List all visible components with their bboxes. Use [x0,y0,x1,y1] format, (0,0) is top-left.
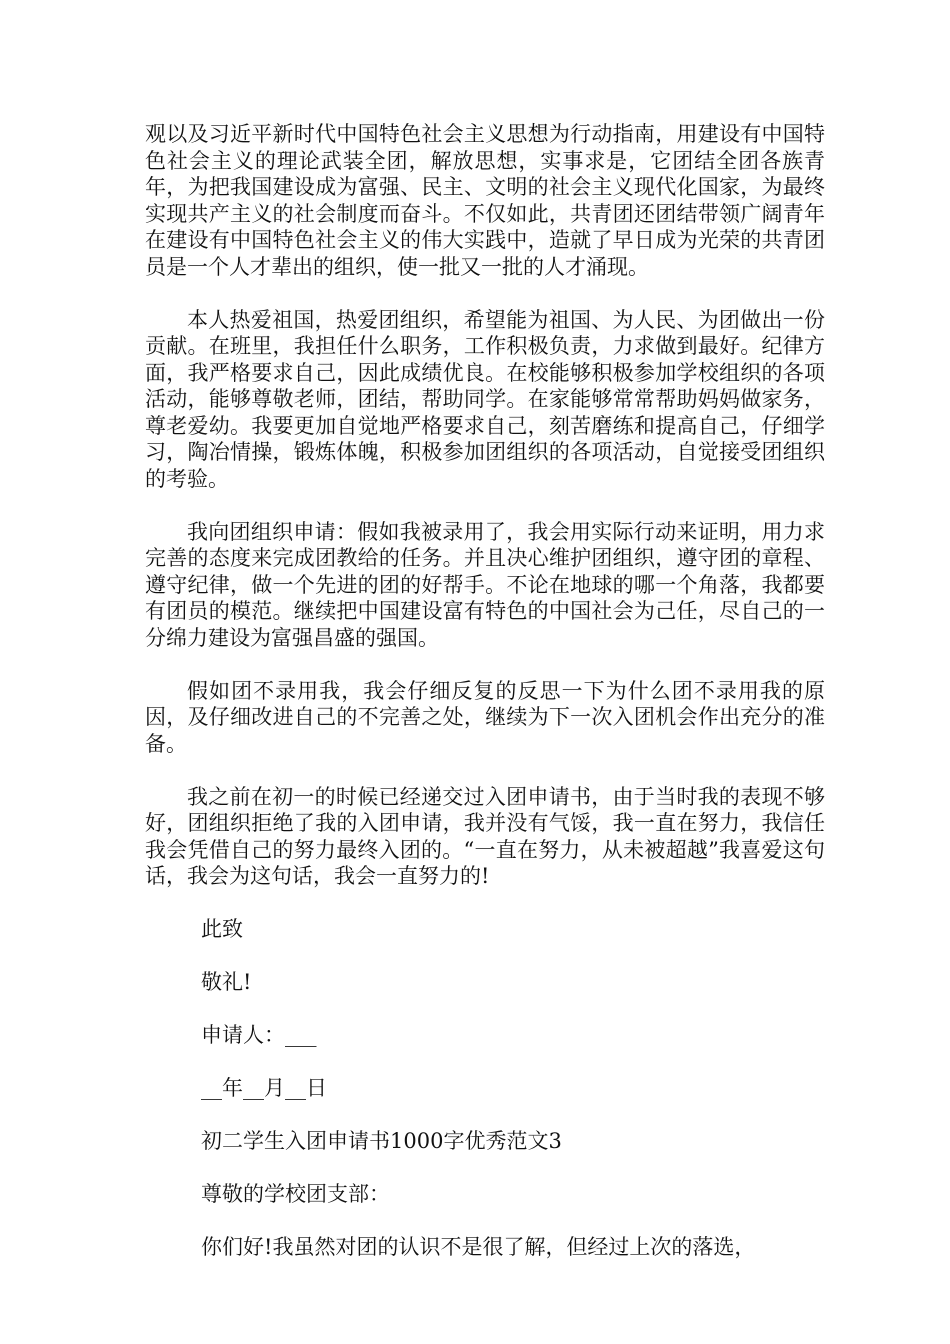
paragraph-3: 我向团组织申请：假如我被录用了，我会用实际行动来证明，用力求完善的态度来完成团教给的任务。并且决心维护团组织，遵守团的章程、遵守纪律，做一个先进的团的好帮手。不论在地球的哪一个角落，我都要有团员的模范。继续把中国建设富有特色的中国社会为己任，尽自己的一分绵力建设为富强昌盛的强国。 [145,519,825,650]
next-essay-greeting: 尊敬的学校团支部： [201,1182,390,1206]
applicant-line: 申请人：___ [201,1023,317,1047]
paragraph-2: 本人热爱祖国，热爱团组织，希望能为祖国、为人民、为团做出一份贡献。在班里，我担任什么职务，工作积极负责，力求做到最好。纪律方面，我严格要求自己，因此成绩优良。在校能够积极参加学校组织的各项活动，能够尊敬老师，团结，帮助同学。在家能够常常帮助妈妈做家务，尊老爱幼。我要更加自觉地严格要求自己，刻苦磨练和提高自己，仔细学习，陶冶情操，锻炼体魄，积极参加团组织的各项活动，自觉接受团组织的考验。 [145,307,825,491]
paragraph-5: 我之前在初一的时候已经递交过入团申请书，由于当时我的表现不够好，团组织拒绝了我的入团申请，我并没有气馁，我一直在努力，我信任我会凭借自己的努力最终入团的。“一直在努力，从未被超越”我喜爱这句话，我会为这句话，我会一直努力的! [145,784,825,888]
closing-line: 此致 [201,917,243,941]
paragraph-4: 假如团不录用我，我会仔细反复的反思一下为什么团不录用我的原因，及仔细改进自己的不完善之处，继续为下一次入团机会作出充分的准备。 [145,678,825,756]
salute-line: 敬礼! [201,970,252,994]
next-essay-title: 初二学生入团申请书1000字优秀范文3 [201,1129,562,1153]
document-page [145,121,825,1287]
date-line: __年__月__日 [201,1076,327,1100]
next-essay-opening: 你们好!我虽然对团的认识不是很了解，但经过上次的落选， [201,1235,756,1259]
paragraph-1: 观以及习近平新时代中国特色社会主义思想为行动指南，用建设有中国特色社会主义的理论武装全团，解放思想，实事求是，它团结全团各族青年，为把我国建设成为富强、民主、文明的社会主义现代化国家，为最终实现共产主义的社会制度而奋斗。不仅如此，共青团还团结带领广阔青年在建设有中国特色社会主义的伟大实践中，造就了早日成为光荣的共青团员是一个人才辈出的组织，使一批又一批的人才涌现。 [145,122,825,279]
